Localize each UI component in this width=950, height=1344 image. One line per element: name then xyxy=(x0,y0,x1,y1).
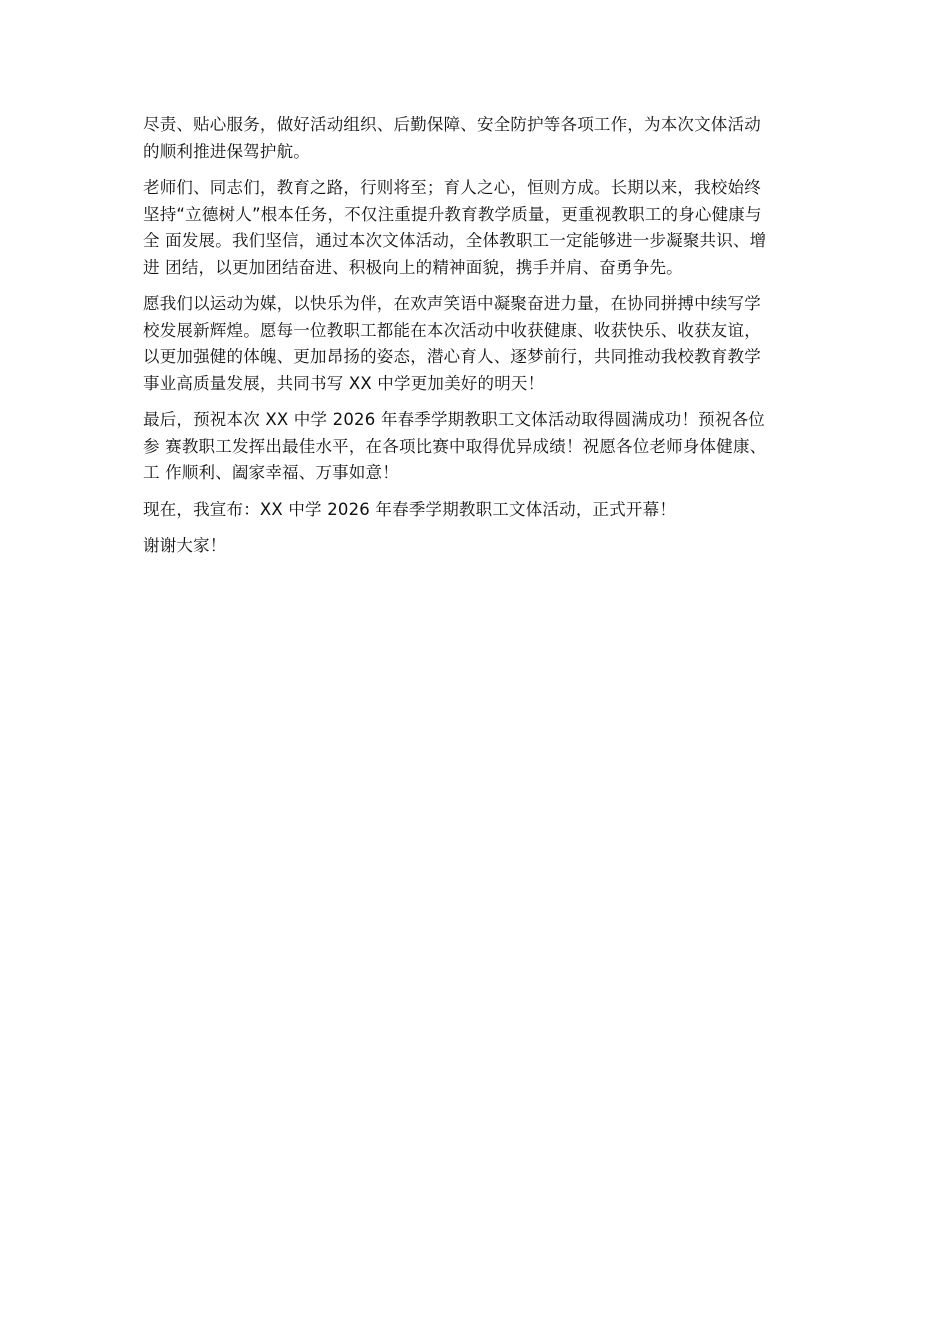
text-line: 的顺利推进保驾护航。 xyxy=(143,141,310,161)
paragraph-closing-service xyxy=(143,112,808,165)
text-line: 现在，我宣布：XX 中学 2026 年春季学期教职工文体活动，正式开幕！ xyxy=(143,499,677,519)
paragraph-final-blessing xyxy=(143,407,808,487)
text-line: 老师们、同志们，教育之路，行则将至；育人之心，恒则方成。长期以来，我校始终 xyxy=(143,178,761,197)
text-line: 全 面发展。我们坚信，通过本次文体活动，全体教职工一定能够进一步凝聚共识、增 xyxy=(143,231,767,250)
paragraph-education-path xyxy=(143,175,808,281)
text-line: 事业高质量发展，共同书写 XX 中学更加美好的明天！ xyxy=(143,373,545,393)
text-line: 坚持“立德树人”根本任务，不仅注重提升教育教学质量，更重视教职工的身心健康与 xyxy=(143,204,762,224)
text-line: 工 作顺利、阖家幸福、万事如意！ xyxy=(143,463,399,482)
paragraph-wishes xyxy=(143,291,808,397)
text-line: 愿我们以运动为媒，以快乐为伴，在欢声笑语中凝聚奋进力量，在协同拼搏中续写学 xyxy=(143,294,761,313)
text-line: 以更加强健的体魄、更加昂扬的姿态，潜心育人、逐梦前行，共同推动我校教育教学 xyxy=(143,347,761,366)
text-line: 谢谢大家！ xyxy=(143,536,227,555)
document-body xyxy=(143,112,808,570)
text-line: 尽责、贴心服务，做好活动组织、后勤保障、安全防护等各项工作，为本次文体活动 xyxy=(143,115,761,134)
paragraph-thanks xyxy=(143,533,808,560)
text-line: 校发展新辉煌。愿每一位教职工都能在本次活动中收获健康、收获快乐、收获友谊， xyxy=(143,320,761,340)
paragraph-opening-declaration xyxy=(143,497,808,524)
text-line: 进 团结，以更加团结奋进、积极向上的精神面貌，携手并肩、奋勇争先。 xyxy=(143,257,683,277)
text-line: 参 赛教职工发挥出最佳水平，在各项比赛中取得优异成绩！祝愿各位老师身体健康、 xyxy=(143,436,767,456)
text-line: 最后，预祝本次 XX 中学 2026 年春季学期教职工文体活动取得圆满成功！预祝各位 xyxy=(143,410,765,429)
